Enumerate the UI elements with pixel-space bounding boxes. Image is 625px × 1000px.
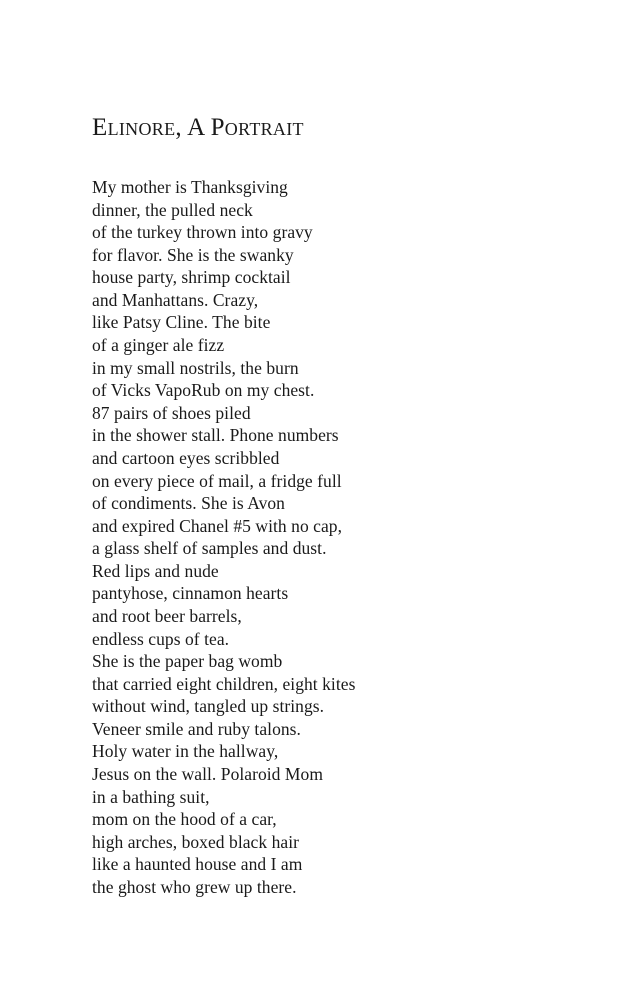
poem-line: of the turkey thrown into gravy	[92, 222, 313, 243]
poem-line: for flavor. She is the swanky	[92, 244, 294, 265]
poem-line: on every piece of mail, a fridge full	[92, 470, 342, 491]
poem-line: of condiments. She is Avon	[92, 493, 285, 514]
poem-line: Holy water in the hallway,	[92, 741, 279, 762]
poem-line: mom on the hood of a car,	[92, 809, 277, 830]
poem-line: in the shower stall. Phone numbers	[92, 425, 339, 446]
poem-body	[92, 176, 355, 899]
poem-line: and root beer barrels,	[92, 605, 242, 626]
poem-line: Veneer smile and ruby talons.	[92, 718, 301, 739]
poem-line: the ghost who grew up there.	[92, 876, 297, 897]
poem-line: a glass shelf of samples and dust.	[92, 538, 327, 559]
poem-line: pantyhose, cinnamon hearts	[92, 583, 289, 604]
poem-line: of Vicks VapoRub on my chest.	[92, 380, 315, 401]
poem-line: Jesus on the wall. Polaroid Mom	[92, 764, 323, 785]
poem-line: in a bathing suit,	[92, 786, 210, 807]
poem-title: Elinore, A Portrait	[92, 114, 304, 141]
poem-line: without wind, tangled up strings.	[92, 696, 325, 717]
poem-line: Red lips and nude	[92, 560, 219, 581]
poem-line: 87 pairs of shoes piled	[92, 402, 251, 423]
poem-line: house party, shrimp cocktail	[92, 267, 291, 288]
poem-line: like Patsy Cline. The bite	[92, 312, 271, 333]
poem-line: dinner, the pulled neck	[92, 199, 253, 220]
poem-line: in my small nostrils, the burn	[92, 357, 299, 378]
poem-line: and cartoon eyes scribbled	[92, 447, 280, 468]
poem-line: endless cups of tea.	[92, 628, 230, 649]
poem-line: My mother is Thanksgiving	[92, 177, 288, 197]
poem-line: high arches, boxed black hair	[92, 831, 299, 852]
poem-line: that carried eight children, eight kites	[92, 673, 356, 694]
poem-line: She is the paper bag womb	[92, 651, 283, 672]
poem-line: like a haunted house and I am	[92, 854, 303, 875]
poem-line: of a ginger ale fizz	[92, 335, 225, 356]
poem-line: and Manhattans. Crazy,	[92, 289, 259, 310]
poem-line: and expired Chanel #5 with no cap,	[92, 515, 343, 536]
